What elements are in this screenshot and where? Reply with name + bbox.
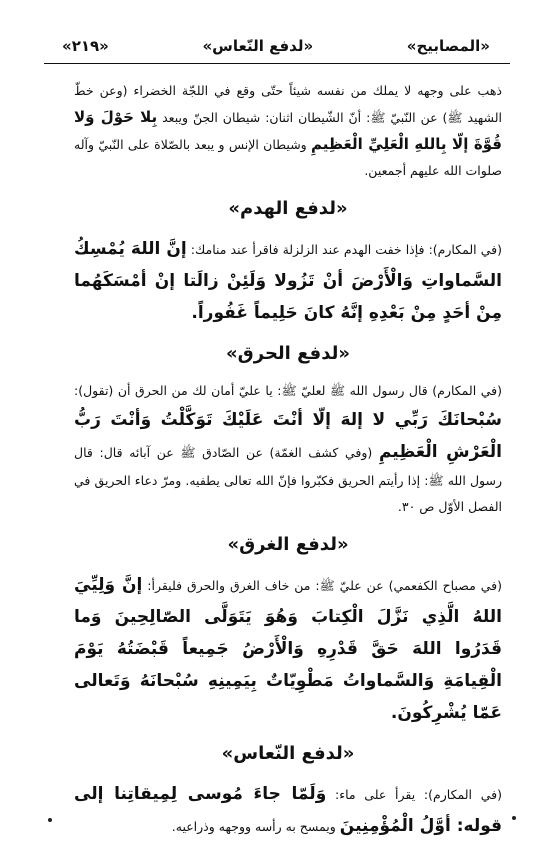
section-heading-fire bbox=[74, 343, 502, 364]
intro-invocation: بِلا حَوْلَ وَلا قُوَّةَ إلّا بِاللهِ الْعَلِيِّ الْعَظِيمِ bbox=[74, 108, 502, 153]
running-chapter-title: «لدفع النّعاس» bbox=[202, 37, 314, 55]
fire-rest: (وفي كشف الغمّة) عن الصّادق ﷺ عن آبائه قال: قال رسول الله ﷺ: إذا رأيتم الحريق فكبّروا فإنّ الله تعالى يطفيه. ومرّ دعاء الحريق في الفصل الأوّل ص ٣٠. bbox=[74, 445, 502, 514]
print-mark bbox=[512, 816, 516, 820]
fire-lead: (في المكارم) قال رسول الله ﷺ لعليّ ﷺ: يا عليّ أمان لك من الحرق أن (تقول): bbox=[74, 383, 502, 398]
section-heading-collapse bbox=[74, 198, 502, 219]
page-header bbox=[62, 34, 490, 58]
section-title-collapse: «لدفع الهدم» bbox=[228, 198, 348, 219]
drowning-quran-verse: إنَّ وَلِيِّيَ اللهُ الَّذِي نَزَّلَ الْكِتابَ وَهُوَ يَتَوَلَّى الصّالِحِينَ وَما قَدَرُوا اللهَ حَقَّ قَدْرِهِ وَالْأَرْضُ جَمِيعاً قَبْضَتُهُ يَوْمَ الْقِيامَةِ وَالسَّماواتُ مَطْوِيّاتٌ بِيَمِينِهِ سُبْحانَهُ وَتَعالى عَمّا يُشْرِكُونَ. bbox=[74, 575, 502, 723]
page-number: «٢١٩» bbox=[62, 37, 109, 55]
header-rule bbox=[44, 63, 510, 64]
intro-line-1: ذهب على وجهه لا يملك من نفسه شيئاً حتّى وقع في اللجّة الخضراء (وعن خطّ الشهيد ﷺ) عن bbox=[74, 83, 502, 125]
drowsiness-rest: ويمسح به رأسه ووجهه وذراعيه. bbox=[171, 819, 336, 834]
fire-invocation: سُبْحانَكَ رَبِّي لا إلهَ إلّا أنْتَ عَلَيْكَ تَوَكَّلْتُ وَأنْتَ رَبُّ الْعَرْشِ الْعَظِيمِ bbox=[74, 410, 502, 462]
drowsiness-lead: (في المكارم): يقرأ على ماء: bbox=[334, 787, 502, 802]
print-mark bbox=[48, 818, 52, 822]
running-book-title: «المصابيح» bbox=[406, 37, 490, 55]
section-heading-drowsiness bbox=[74, 743, 502, 764]
section-title-fire: «لدفع الحرق» bbox=[226, 343, 350, 364]
intro-paragraph bbox=[74, 78, 502, 184]
collapse-lead: (في المكارم): فإذا خفت الهدم عند الزلزلة فاقرأ عند منامك: bbox=[190, 242, 502, 257]
drowsiness-quran-verse: وَلَمّا جاءَ مُوسى لِمِيقاتِنا إلى قوله: أوَّلُ الْمُؤْمِنِينَ bbox=[74, 784, 502, 836]
collapse-paragraph bbox=[74, 233, 502, 329]
section-title-drowning: «لدفع الغرق» bbox=[227, 534, 349, 555]
drowsiness-paragraph bbox=[74, 778, 502, 842]
drowning-paragraph bbox=[74, 569, 502, 729]
drowning-lead: (في مصباح الكفعمي) عن عليّ ﷺ: من خاف الغرق والحرق فليقرأ: bbox=[147, 578, 502, 593]
page-body bbox=[74, 76, 502, 842]
collapse-quran-verse: إنَّ اللهَ يُمْسِكُ السَّماواتِ وَالْأَرْضَ أنْ تَزُولا وَلَئِنْ زالَتا إنْ أمْسَكَهُما مِنْ أحَدٍ مِنْ بَعْدِهِ إنَّهُ كانَ حَلِيماً غَفُوراً. bbox=[74, 239, 502, 323]
section-heading-drowning bbox=[74, 534, 502, 555]
intro-line-3: وشيطان الإنس و يبعد بالصّلاة على النّبيّ وآله صلوات الله عليهم أجمعين. bbox=[74, 137, 502, 178]
section-title-drowsiness: «لدفع النّعاس» bbox=[221, 743, 355, 764]
intro-line-2: النّبيّ ﷺ: أنّ الشّيطان اثنان: شيطان الجنّ ويبعد bbox=[162, 110, 416, 125]
fire-paragraph bbox=[74, 378, 502, 520]
